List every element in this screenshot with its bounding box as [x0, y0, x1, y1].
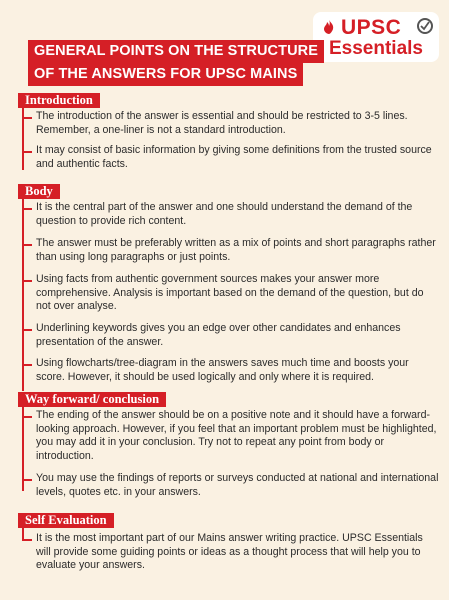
upsc-essentials-logo — [313, 12, 439, 62]
list-item: The answer must be preferably written as a mix of points and short paragraphs rather than using long paragraphs or just points. — [36, 237, 436, 263]
page-title — [28, 40, 324, 86]
list-item: Underlining keywords gives you an edge over other candidates and enhances presentation of the answer. — [36, 322, 401, 348]
bullet-connector — [22, 208, 32, 210]
list-item: It is the central part of the answer and one should understand the demand of the question to provide rich content. — [36, 201, 413, 227]
bullet-connector — [22, 244, 32, 246]
bullet-connector — [22, 117, 32, 119]
section-label-introduction: Introduction — [18, 93, 100, 108]
list-item: Using facts from authentic government sources makes your answer more comprehensive. Analysis is important based on the demand of the question, but do not over analyse. — [36, 273, 424, 313]
list-item: The introduction of the answer is essential and should be restricted to 3-5 lines. Remember, a one-liner is not a standard introduction. — [36, 110, 408, 136]
list-item: The ending of the answer should be on a positive note and it should have a forward-looking approach. However, if you feel that an important problem must be highlighted, you may add it in your conclusion. Try not to repeat any point from body or introduction. — [36, 409, 437, 462]
title-line-2: OF THE ANSWERS FOR UPSC MAINS — [28, 63, 303, 86]
bullet-connector — [22, 479, 32, 481]
section-label-self-evaluation: Self Evaluation — [18, 513, 114, 528]
bullet-connector — [22, 364, 32, 366]
list-item: It may consist of basic information by giving some definitions from the trusted source and authentic facts. — [36, 144, 432, 170]
bullet-connector — [22, 416, 32, 418]
bullet-connector — [22, 280, 32, 282]
upsc-flame-icon — [321, 19, 337, 35]
logo-text-essentials: Essentials — [329, 38, 423, 59]
list-item: Using flowcharts/tree-diagram in the answers saves much time and boosts your score. However, it should be used logically and only where it is required. — [36, 357, 409, 383]
title-line-1: GENERAL POINTS ON THE STRUCTURE — [28, 40, 324, 63]
bullet-connector — [22, 151, 32, 153]
list-item: You may use the findings of reports or surveys conducted at national and international levels, quotes etc. in your answers. — [36, 472, 439, 498]
bullet-connector — [22, 329, 32, 331]
section-label-way-forward: Way forward/ conclusion — [18, 392, 166, 407]
list-item: It is the most important part of our Mains answer writing practice. UPSC Essentials will provide some guiding points or ideas as a thought process that will help you to evaluate your answers. — [36, 532, 423, 572]
check-circle-icon — [417, 18, 433, 34]
section-label-body: Body — [18, 184, 60, 199]
logo-word-upsc: UPSC — [341, 16, 402, 39]
bullet-connector — [22, 539, 32, 541]
section-connector-line — [22, 199, 24, 391]
